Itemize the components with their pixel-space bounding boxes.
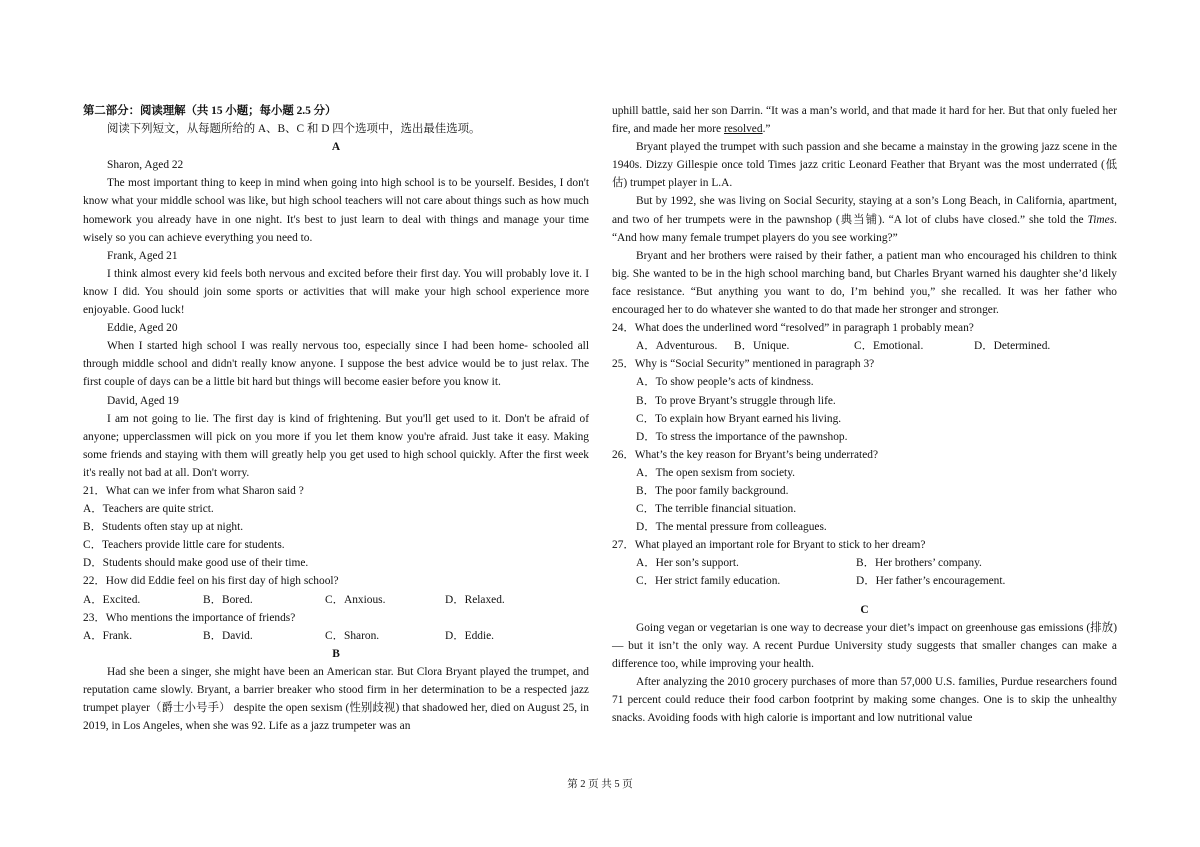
q21-option-c: C．Teachers provide little care for students. xyxy=(83,539,285,552)
question-27: 27．What played an important role for Bryant to stick to her dream? xyxy=(612,539,926,552)
p3-after: . “And how many female trumpet players do you see working?” xyxy=(612,213,1117,244)
frank-name: Frank, Aged 21 xyxy=(107,249,178,262)
p1-cont-after: .” xyxy=(762,123,771,136)
q21-option-d: D．Students should make good use of their time. xyxy=(83,557,309,570)
q27-option-a: A．Her son’s support. xyxy=(636,557,739,570)
q26-option-b: B．The poor family background. xyxy=(636,484,789,497)
section-title: 第二部分：阅读理解（共 15 小题；每小题 2.5 分） xyxy=(83,105,337,117)
q24-option-c: C．Emotional. xyxy=(854,340,924,353)
eddie-text: When I started high school I was really nervous too, especially since I had been home- schooled all through middle school and didn't really know anyone. I suppose the best advice would be to just relax. The first couple of days can be a little bit hard but things will become easier before you know it. xyxy=(83,340,589,389)
right-column xyxy=(612,102,1117,727)
passage-b-paragraph-1: Had she been a singer, she might have been an American star. But Clora Bryant played the trumpet, and reputation came slowly. Bryant, a barrier breaker who stood firm in her determination to be a respected jazz trumpet player（爵士小号手） despite the open sexism (性别歧视) that shadowed her, died on August 25, in 2019, in Los Angeles, when she was 92. Life as a jazz trumpeter was an xyxy=(83,665,589,733)
q25-option-b: B．To prove Bryant’s struggle through life. xyxy=(636,394,836,407)
eddie-name: Eddie, Aged 20 xyxy=(107,322,178,335)
q23-option-c: C．Sharon. xyxy=(325,629,380,642)
passage-a-label: A xyxy=(331,141,341,154)
frank-text: I think almost every kid feels both nervous and excited before their first day. You will probably love it. I know I did. You should join some sports or activities that will make your high school experience more enjoyable. Good luck! xyxy=(83,267,589,317)
q26-option-a: A．The open sexism from society. xyxy=(636,466,796,479)
question-21: 21．What can we infer from what Sharon said ? xyxy=(83,484,304,497)
sharon-text: The most important thing to keep in mind when going into high school is to be yourself. Besides, I don't know what your middle school was like, but high school teachers will not care about things such as how much homework you already have in one night. It's best to just learn to deal with things and manage your time wisely so you can achieve everything you need to. xyxy=(83,177,589,244)
q22-option-c: C．Anxious. xyxy=(325,593,386,606)
q24-options xyxy=(612,337,1117,355)
david-name: David, Aged 19 xyxy=(107,394,179,407)
q27-options-row-1 xyxy=(612,554,1117,572)
q24-option-b: B．Unique. xyxy=(734,340,790,353)
q27-options-row-2 xyxy=(612,572,1117,590)
q23-option-d: D．Eddie. xyxy=(445,629,495,642)
p3-before: But by 1992, she was living on Social Security, staying at a son’s Long Beach, in California, apartment, and two of her trumpets were in the pawnshop (典当铺). “A lot of clubs have closed.” she told the xyxy=(612,195,1117,226)
spacer xyxy=(612,591,1117,601)
passage-c-paragraph-2: After analyzing the 2010 grocery purchases of more than 57,000 U.S. families, Purdue researchers found 71 percent could reduce their food carbon footprint by making some changes. One is to skip the unhealthy snacks. Avoiding foods with high calorie is important and low nutritional value xyxy=(612,675,1117,725)
instruction: 阅读下列短文，从每题所给的 A、B、C 和 D 四个选项中，选出最佳选项。 xyxy=(107,123,481,136)
question-26: 26．What’s the key reason for Bryant’s being underrated? xyxy=(612,448,879,461)
q25-option-d: D．To stress the importance of the pawnshop. xyxy=(636,430,848,443)
q21-option-b: B．Students often stay up at night. xyxy=(83,521,244,534)
p3-italic-times: Times xyxy=(1087,213,1115,226)
passage-c-label: C xyxy=(860,603,869,616)
passage-b-paragraph-3 xyxy=(612,192,1117,246)
q26-option-d: D．The mental pressure from colleagues. xyxy=(636,521,827,534)
q22-option-a: A．Excited. xyxy=(83,593,141,606)
q27-option-d: D．Her father’s encouragement. xyxy=(856,575,1006,588)
q27-option-b: B．Her brothers’ company. xyxy=(856,557,982,570)
q27-option-c: C．Her strict family education. xyxy=(636,575,781,588)
passage-b-paragraph-1-cont xyxy=(612,102,1117,138)
question-25: 25．Why is “Social Security” mentioned in paragraph 3? xyxy=(612,358,875,371)
q25-option-a: A．To show people’s acts of kindness. xyxy=(636,376,814,389)
q23-option-b: B．David. xyxy=(203,629,253,642)
q21-option-a: A．Teachers are quite strict. xyxy=(83,503,214,516)
q22-option-b: B．Bored. xyxy=(203,593,253,606)
p1-cont-before: uphill battle, said her son Darrin. “It was a man’s world, and that made it hard for her. But that only fueled her fire, and made her more xyxy=(612,105,1117,136)
q25-option-c: C．To explain how Bryant earned his living. xyxy=(636,412,842,425)
passage-b-label: B xyxy=(332,647,340,660)
passage-c-paragraph-1: Going vegan or vegetarian is one way to decrease your diet’s impact on greenhouse gas emissions (排放) — but it isn’t the only way. A recent Purdue University study suggests that smaller changes can make a difference too, while improving your health. xyxy=(612,621,1117,670)
passage-b-paragraph-4: Bryant and her brothers were raised by their father, a patient man who encouraged his children to think big. She wanted to be in the high school marching band, but Charles Bryant warned his daughter she’d likely face resistance. “But anything you want to do, I’m behind you,” she recalled. It was her father who encouraged her to do whatever she wanted to do that made her stronger and stronger. xyxy=(612,249,1117,317)
q22-option-d: D．Relaxed. xyxy=(445,593,505,606)
q26-option-c: C．The terrible financial situation. xyxy=(636,503,797,516)
q23-option-a: A．Frank. xyxy=(83,629,133,642)
sharon-name: Sharon, Aged 22 xyxy=(107,159,184,172)
page-footer: 第 2 页 共 5 页 xyxy=(567,779,633,790)
question-24: 24．What does the underlined word “resolved” in paragraph 1 probably mean? xyxy=(612,322,974,335)
question-22: 22．How did Eddie feel on his first day of high school? xyxy=(83,575,339,588)
passage-b-paragraph-2: Bryant played the trumpet with such passion and she became a mainstay in the growing jazz scene in the 1940s. Dizzy Gillespie once told Times jazz critic Leonard Feather that Bryant was the most underrated (低估) trumpet player in L.A. xyxy=(612,141,1117,190)
left-column xyxy=(83,102,589,735)
q24-option-d: D．Determined. xyxy=(974,340,1051,353)
david-text: I am not going to lie. The first day is kind of frightening. But you'll get used to it. Don't be afraid of anyone; upperclassmen will pick on you more if you let them know you're afraid. Just take it easy. Making some friends and staying with them will greatly help you get used to high school quickly. After the first week it's really not bad at all. Don't worry. xyxy=(83,412,589,479)
q22-options xyxy=(83,591,589,609)
underlined-word-resolved: resolved xyxy=(723,123,763,136)
q24-option-a: A．Adventurous. xyxy=(636,340,718,353)
q23-options xyxy=(83,627,589,645)
question-23: 23．Who mentions the importance of friends? xyxy=(83,611,296,624)
